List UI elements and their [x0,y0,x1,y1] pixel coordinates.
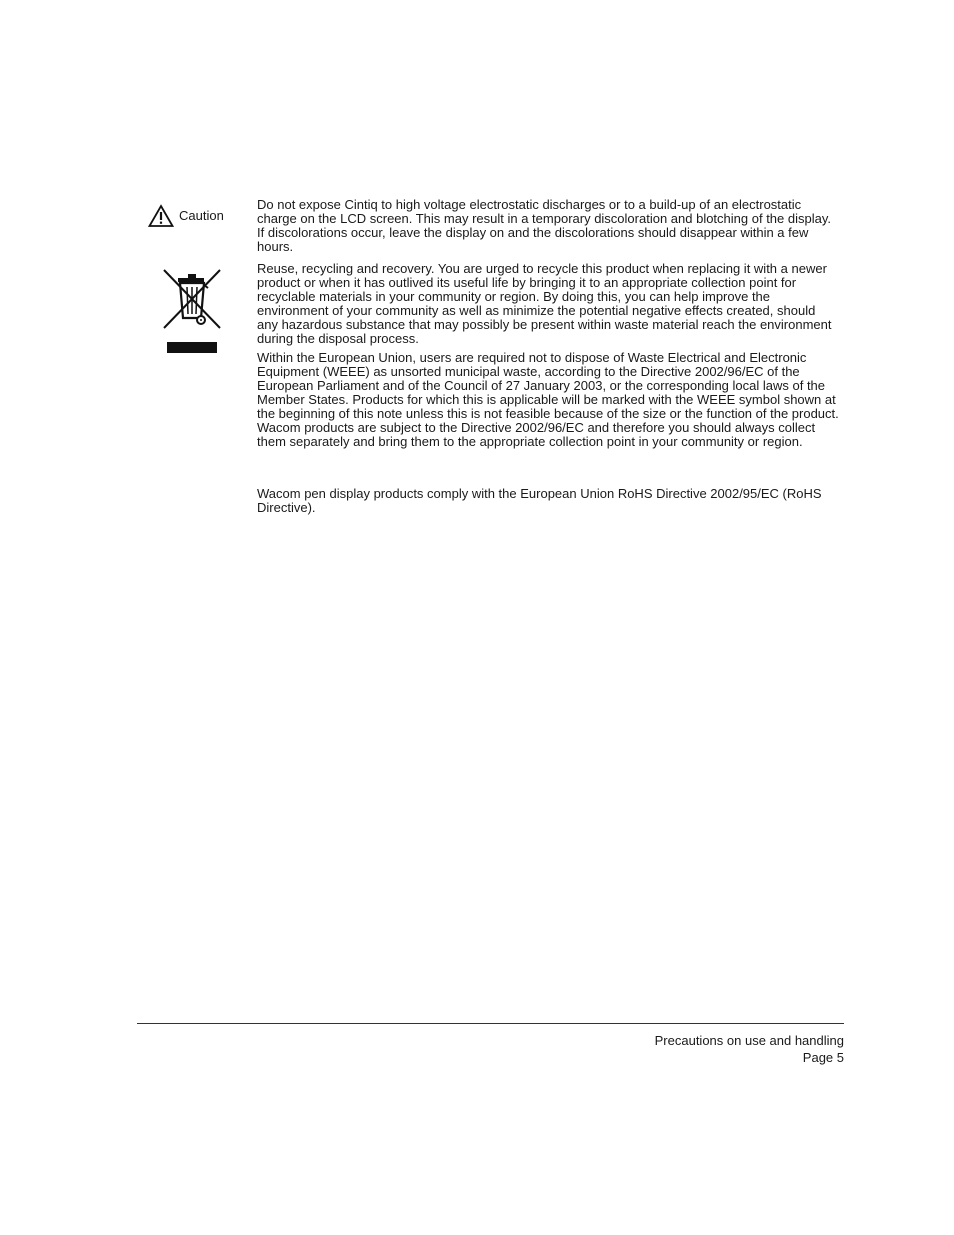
footer-section-title: Precautions on use and handling [654,1033,844,1048]
weee-paragraph: Within the European Union, users are required not to dispose of Waste Electrical and Electronic Equipment (WEEE) as unsorted municipal waste, according to the Directive 2002/96/EC of the European Parliament and of the Council of 27 January 2003, or the corresponding local laws of the Member States. Products for which this is applicable will be marked with the WEEE symbol shown at the beginning of this note unless this is not feasible because of the size or the function of the product. Wacom products are subject to the Directive 2002/96/EC and therefore you should always collect them separately and bring them to the appropriate collection point in your community or region. [257,350,839,449]
page-footer [655,1032,844,1066]
caution-label: Caution [179,208,224,223]
recycling-paragraph: Reuse, recycling and recovery. You are urged to recycle this product when replacing it with a newer product or when it has outlived its useful life by bringing it to an appropriate collection point for recyclable materials in your community or region. By doing this, you can help improve the environment of your community as well as minimize the potential negative effects created, should any hazardous substance that may possibly be present within waste material reach the environment during the disposal process. [257,261,832,346]
warning-triangle-icon [148,204,174,228]
page-number: Page 5 [802,1050,844,1065]
caution-paragraph: Do not expose Cintiq to high voltage electrostatic discharges or to a build-up of an electrostatic charge on the LCD screen. This may result in a temporary discoloration and blotching of the display. If discolorations occur, leave the display on and the discolorations should disappear within a few hours. [257,197,831,254]
caution-block [148,204,224,228]
rohs-paragraph: Wacom pen display products comply with the European Union RoHS Directive 2002/95/EC (RoHS Directive). [257,486,822,515]
crossed-out-wheelie-bin-icon [162,266,222,354]
footer-divider [137,1023,844,1024]
